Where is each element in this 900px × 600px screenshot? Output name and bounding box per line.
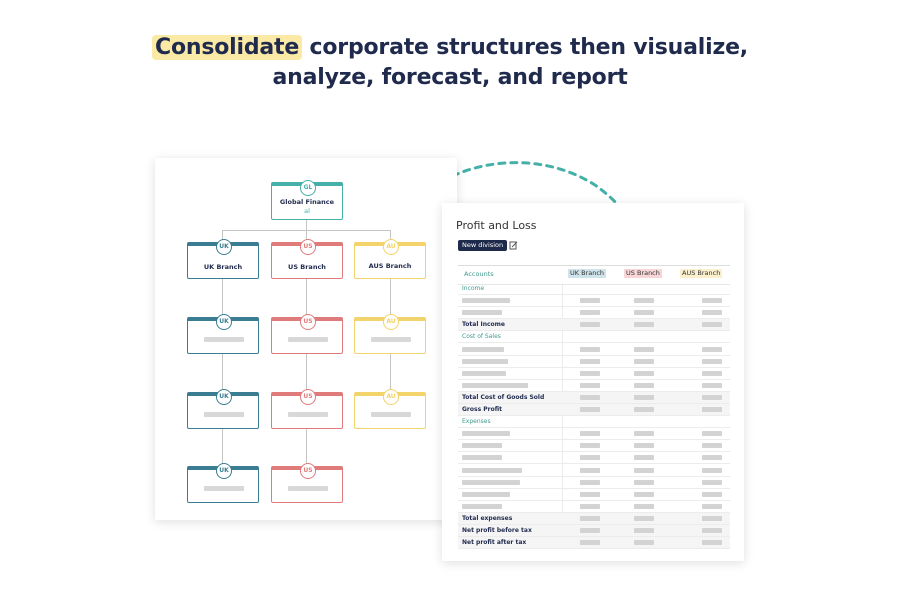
col-uk-branch: UK Branch [570,269,605,277]
aus-subnode[interactable] [354,317,426,354]
value-placeholder [634,371,654,376]
profit-loss-card [442,203,744,561]
value-placeholder [580,492,600,497]
value-placeholder [580,395,600,400]
value-placeholder [702,407,722,412]
value-placeholder [634,298,654,303]
placeholder-bar [204,337,244,342]
org-chart-card [155,158,457,520]
table-row [458,440,730,452]
value-placeholder [702,468,722,473]
placeholder-bar [462,504,502,509]
table-row [458,344,730,356]
placeholder-bar [371,412,411,417]
value-placeholder [702,322,722,327]
total-row [458,513,730,525]
value-placeholder [634,468,654,473]
table-row [458,428,730,440]
placeholder-bar [288,412,328,417]
row-label: Expenses [462,418,491,426]
placeholder-bar [462,468,522,473]
table-row [458,489,730,501]
value-placeholder [580,310,600,315]
value-placeholder [702,383,722,388]
row-label: Total Cost of Goods Sold [462,393,545,401]
value-placeholder [634,455,654,460]
root-label: Global Finance [279,198,335,206]
uk-subnode[interactable] [187,317,259,354]
uk-branch-node[interactable] [187,242,259,279]
value-placeholder [634,347,654,352]
value-placeholder [634,407,654,412]
value-placeholder [580,528,600,533]
placeholder-bar [288,337,328,342]
root-sublabel: al [304,207,310,215]
placeholder-bar [462,310,502,315]
placeholder-bar [462,371,506,376]
uk-subnode[interactable] [187,466,259,503]
value-placeholder [580,298,600,303]
us-branch-node[interactable] [271,242,343,279]
placeholder-bar [462,347,504,352]
headline-line-2: analyze, forecast, and report [272,65,628,90]
value-placeholder [634,395,654,400]
table-header [458,265,730,285]
value-placeholder [580,322,600,327]
us-subnode[interactable] [271,466,343,503]
value-placeholder [580,443,600,448]
us-badge: US [300,463,316,479]
total-row [458,319,730,331]
total-row [458,537,730,549]
new-division-button[interactable]: New division [458,240,507,251]
aus-subnode[interactable] [354,392,426,429]
aus-badge: AU [383,314,399,330]
row-label: Income [462,285,485,292]
row-label: Net profit before tax [462,527,532,534]
aus-badge: AU [383,389,399,405]
value-placeholder [634,480,654,485]
value-placeholder [634,383,654,388]
value-placeholder [580,347,600,352]
value-placeholder [634,431,654,436]
value-placeholder [580,383,600,388]
uk-badge: UK [216,314,232,330]
value-placeholder [580,504,600,509]
root-node[interactable] [271,182,343,220]
total-row [458,392,730,404]
value-placeholder [702,480,722,485]
value-placeholder [580,407,600,412]
col-aus-branch: AUS Branch [682,269,721,277]
placeholder-bar [462,443,502,448]
row-label: Gross Profit [462,406,503,413]
edit-icon[interactable] [509,241,518,250]
aus-branch-label: AUS Branch [368,262,412,270]
value-placeholder [580,480,600,485]
value-placeholder [634,310,654,315]
table-row [458,356,730,368]
placeholder-bar [204,486,244,491]
root-badge: GL [300,180,316,196]
placeholder-bar [462,298,510,303]
value-placeholder [634,504,654,509]
value-placeholder [580,540,600,545]
section-row [458,416,730,428]
row-label: Total expenses [462,514,513,522]
value-placeholder [580,516,600,521]
value-placeholder [702,516,722,521]
value-placeholder [702,395,722,400]
value-placeholder [634,516,654,521]
uk-badge: UK [216,239,232,255]
uk-subnode[interactable] [187,392,259,429]
us-badge: US [300,239,316,255]
value-placeholder [702,310,722,315]
section-row [458,331,730,343]
uk-badge: UK [216,389,232,405]
aus-branch-node[interactable] [354,242,426,279]
placeholder-bar [462,383,528,388]
placeholder-bar [462,455,502,460]
table-row [458,477,730,489]
value-placeholder [702,359,722,364]
placeholder-bar [288,486,328,491]
total-row [458,525,730,537]
row-label: Total Income [462,321,505,329]
table-row [458,368,730,380]
table-row [458,295,730,307]
value-placeholder [702,431,722,436]
uk-branch-label: UK Branch [203,263,243,271]
placeholder-bar [462,480,520,485]
value-placeholder [702,298,722,303]
value-placeholder [702,492,722,497]
aus-badge: AU [383,239,399,255]
table-row [458,501,730,513]
table-row [458,452,730,464]
value-placeholder [580,359,600,364]
connector [306,220,307,230]
value-placeholder [702,371,722,376]
value-placeholder [702,504,722,509]
connector [306,279,307,469]
us-branch-label: US Branch [288,263,326,271]
placeholder-bar [371,337,411,342]
value-placeholder [634,492,654,497]
value-placeholder [634,443,654,448]
value-placeholder [634,540,654,545]
value-placeholder [580,371,600,376]
headline-line-1-text: corporate structures then visualize, [309,35,748,60]
value-placeholder [702,347,722,352]
value-placeholder [702,528,722,533]
profit-loss-title: Profit and Loss [456,219,537,232]
headline-line-1 [0,33,900,63]
placeholder-bar [462,492,510,497]
row-label: Cost of Sales [462,333,501,341]
table-row [458,465,730,477]
uk-badge: UK [216,463,232,479]
table-row [458,307,730,319]
value-placeholder [702,540,722,545]
row-label: Net profit after tax [462,539,527,547]
value-placeholder [702,443,722,448]
value-placeholder [634,359,654,364]
placeholder-bar [204,412,244,417]
value-placeholder [702,455,722,460]
us-subnode[interactable] [271,317,343,354]
placeholder-bar [462,359,508,364]
us-badge: US [300,389,316,405]
value-placeholder [580,455,600,460]
col-accounts: Accounts [464,270,494,278]
us-badge: US [300,314,316,330]
us-subnode[interactable] [271,392,343,429]
value-placeholder [580,468,600,473]
value-placeholder [634,528,654,533]
col-us-branch: US Branch [626,269,660,277]
placeholder-bar [462,431,510,436]
table-row [458,380,730,392]
section-row [458,283,730,295]
headline-highlight: Consolidate [152,35,302,60]
total-row [458,404,730,416]
value-placeholder [580,431,600,436]
connector [222,279,223,469]
value-placeholder [634,322,654,327]
